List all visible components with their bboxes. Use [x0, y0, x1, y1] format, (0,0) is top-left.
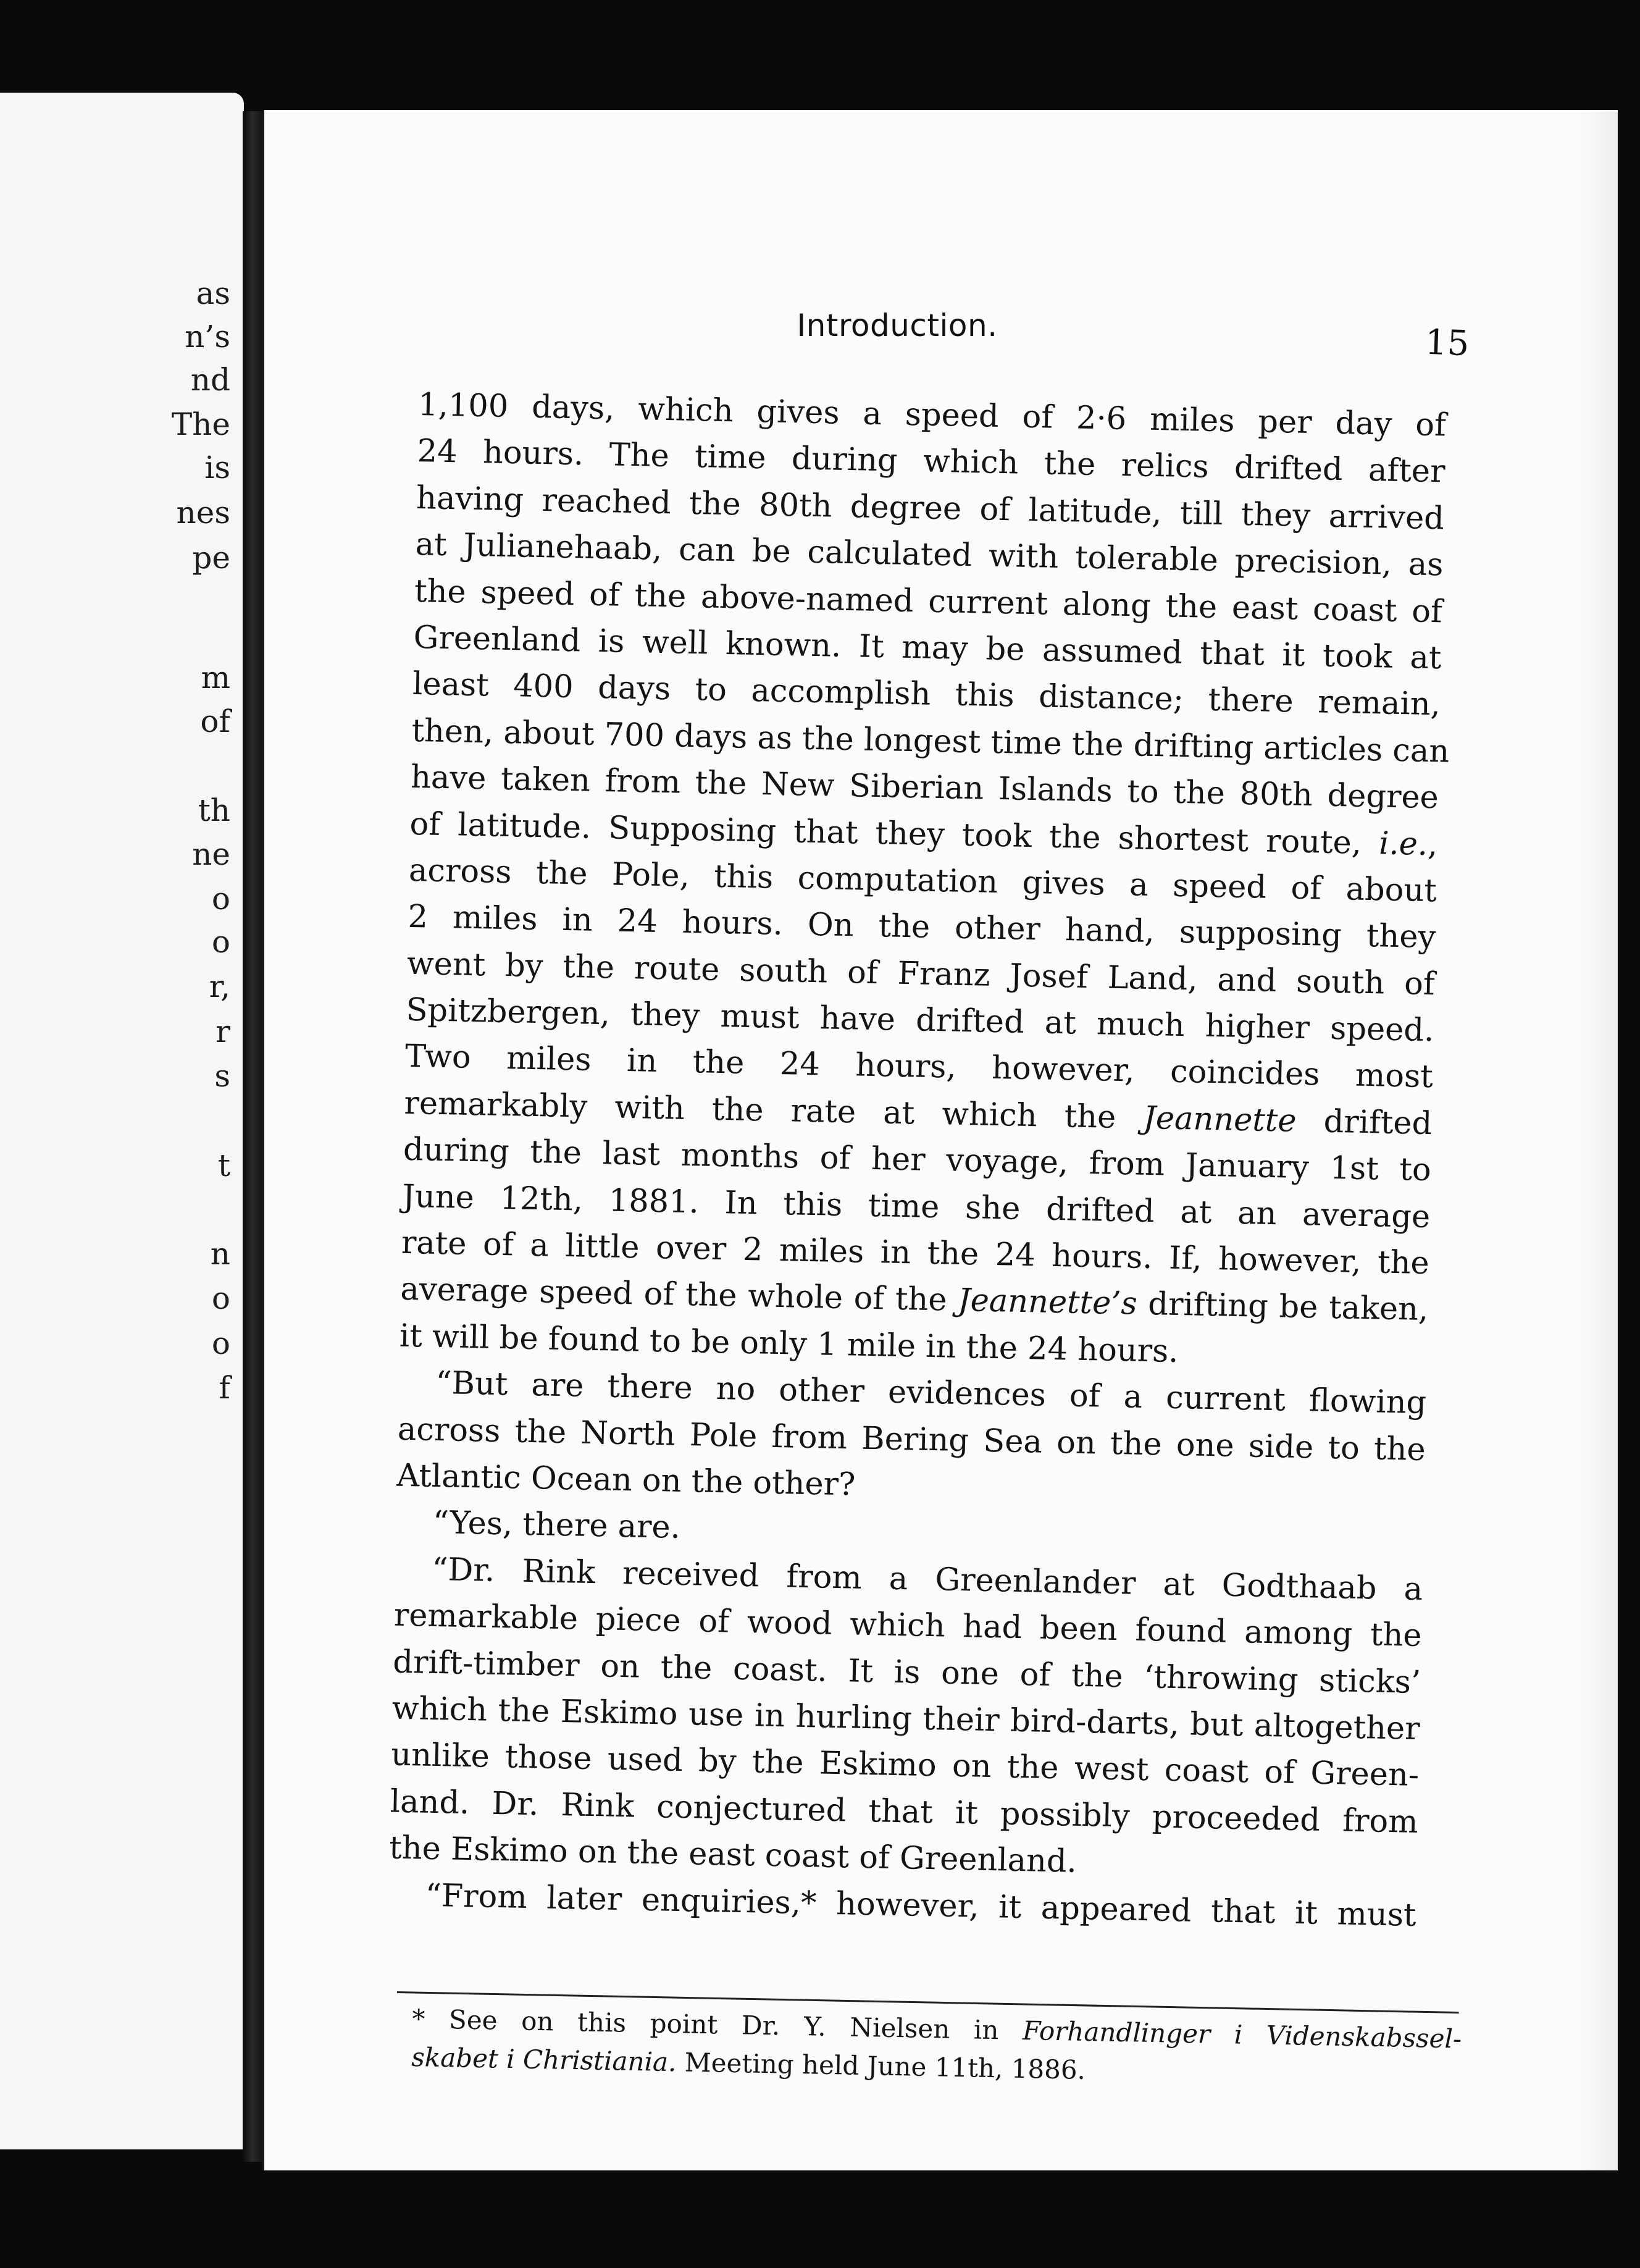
body-line: remarkable piece of wood which had been found among the	[393, 1597, 1423, 1655]
body-line: across the North Pole from Bering Sea on the one side to the	[397, 1411, 1426, 1468]
running-head: Introduction.	[797, 308, 998, 343]
left-page-fragment: n’s	[185, 319, 230, 355]
footnote-line: * See on this point Dr. Y. Nielsen in Forhandlinger i Videnskabssel-	[411, 2003, 1462, 2054]
book-page	[262, 110, 1618, 2170]
footnote-line: skabet i Christiania. Meeting held June 11th, 1886.	[411, 2041, 1086, 2085]
left-page-fragment: r,	[209, 968, 230, 1004]
body-line: Spitzbergen, they must have drifted at much higher speed.	[405, 991, 1434, 1049]
left-page-fragment: of	[200, 704, 230, 739]
previous-page-fragment	[0, 93, 244, 2149]
body-line: went by the route south of Franz Josef Land, and south of	[406, 945, 1436, 1002]
body-line: remarkably with the rate at which the Jeannette drifted	[403, 1085, 1433, 1143]
body-line: land. Dr. Rink conjectured that it possibly proceeded from	[390, 1783, 1419, 1841]
left-page-fragment: o	[211, 881, 230, 917]
left-page-fragment: s	[214, 1058, 230, 1094]
left-page-fragment: is	[204, 450, 230, 485]
body-line: “Dr. Rink received from a Greenlander at Godthaab a	[431, 1551, 1423, 1608]
left-page-fragment: th	[198, 792, 230, 828]
body-line: then, about 700 days as the longest time the drifting articles can	[411, 712, 1450, 770]
left-page-fragment: n	[210, 1236, 230, 1272]
body-line: at Julianehaab, can be calculated with tolerable precision, as	[415, 526, 1444, 584]
left-page-fragment: nd	[190, 362, 230, 398]
body-line: have taken from the New Siberian Islands to the 80th degree	[410, 759, 1439, 817]
left-page-fragment: ne	[192, 836, 230, 872]
body-line: June 12th, 1881. In this time she drifted at an average	[401, 1178, 1431, 1235]
body-text	[388, 382, 1450, 1939]
left-page-fragment: as	[196, 275, 230, 311]
body-line: unlike those used by the Eskimo on the west coast of Green-	[390, 1736, 1420, 1794]
body-line: across the Pole, this computation gives a speed of about	[408, 852, 1437, 910]
body-line: the Eskimo on the east coast of Greenland.	[388, 1829, 1077, 1880]
left-page-fragment: nes	[176, 495, 230, 531]
body-line: rate of a little over 2 miles in the 24 hours. If, however, the	[401, 1224, 1430, 1282]
body-line: least 400 days to accomplish this distance; there remain,	[412, 666, 1441, 723]
body-line: 1,100 days, which gives a speed of 2·6 miles per day of	[417, 386, 1447, 444]
body-line: average speed of the whole of the Jeannette’s drifting be taken,	[400, 1271, 1429, 1329]
page-edge-shadow	[1581, 110, 1618, 2170]
body-line: Greenland is well known. It may be assumed that it took at	[413, 619, 1442, 677]
page-number: 15	[1424, 322, 1470, 364]
book-gutter	[243, 111, 264, 2162]
footnote	[411, 2000, 1462, 2097]
left-page-fragment: o	[211, 924, 230, 960]
body-line: of latitude. Supposing that they took the shortest route, i.e.,	[409, 805, 1438, 863]
left-page-fragment: m	[201, 660, 230, 695]
left-page-fragment: o	[211, 1325, 230, 1361]
body-line: “From later enquiries,* however, it appeared that it must	[425, 1877, 1417, 1934]
body-line: having reached the 80th degree of latitude, till they arrived	[416, 479, 1445, 537]
left-page-fragment: r	[215, 1014, 230, 1049]
body-line: Atlantic Ocean on the other?	[396, 1457, 856, 1503]
body-line: 2 miles in 24 hours. On the other hand, supposing they	[408, 899, 1436, 956]
left-page-fragment: t	[217, 1148, 230, 1183]
body-line: drift-timber on the coast. It is one of the ‘throwing sticks’	[392, 1644, 1421, 1701]
body-line: it will be found to be only 1 mile in the 24 hours.	[399, 1317, 1179, 1370]
body-line: Two miles in the 24 hours, however, coincides most	[404, 1038, 1434, 1096]
body-line: 24 hours. The time during which the relics drifted after	[417, 433, 1445, 490]
body-line: which the Eskimo use in hurling their bird-darts, but altogether	[391, 1690, 1421, 1747]
left-page-fragment: pe	[192, 540, 230, 576]
body-line: the speed of the above-named current along the east coast of	[414, 573, 1443, 630]
body-line: “But are there no other evidences of a current flowing	[435, 1365, 1427, 1422]
body-line: “Yes, there are.	[432, 1505, 681, 1547]
left-page-fragment: The	[171, 406, 230, 442]
left-page-fragment: f	[219, 1370, 230, 1406]
left-page-fragment: o	[211, 1280, 230, 1316]
body-line: during the last months of her voyage, from January 1st to	[403, 1132, 1432, 1189]
